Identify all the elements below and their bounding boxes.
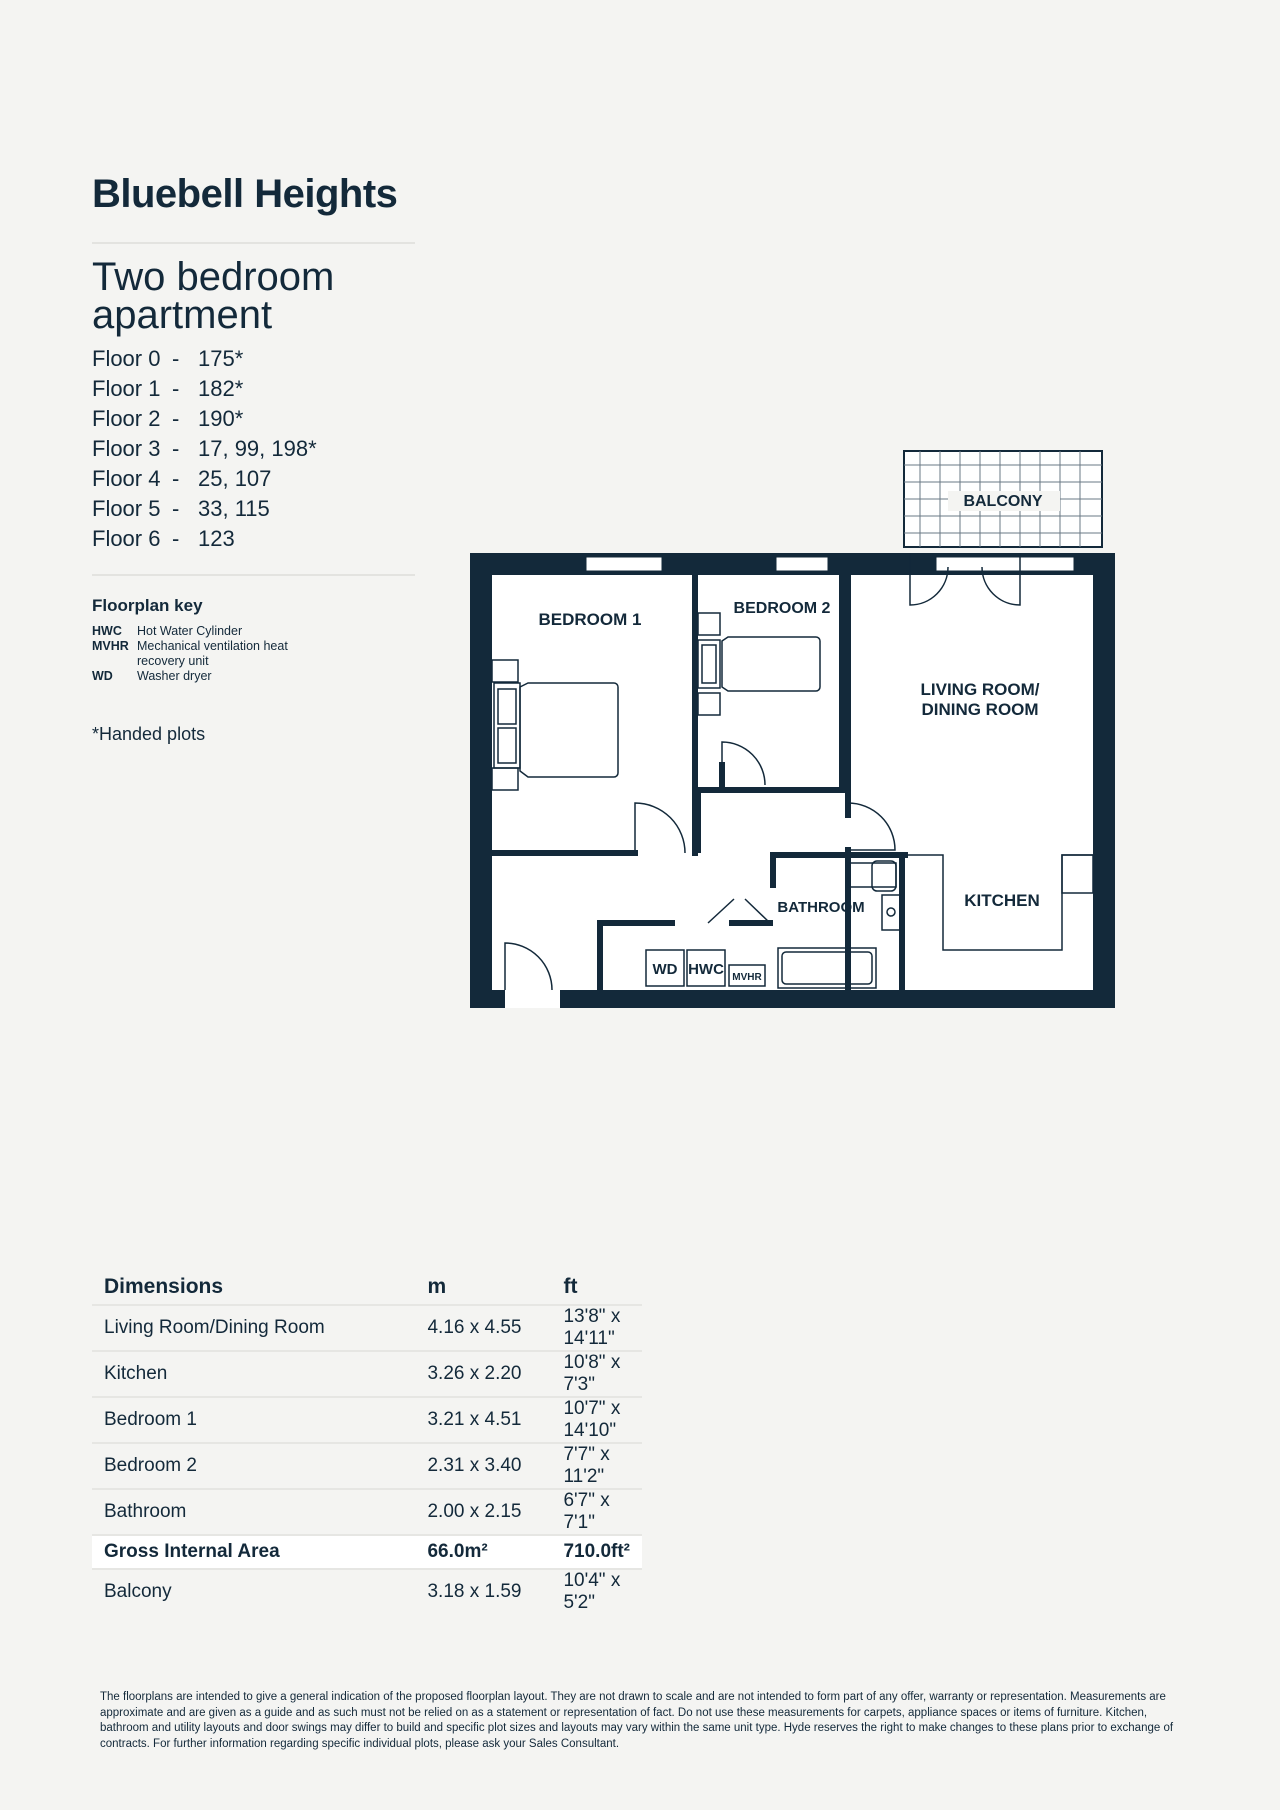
divider xyxy=(92,574,415,576)
room-metres: 2.31 x 3.40 xyxy=(427,1455,522,1476)
room-feet: 10'7" x 14'10" xyxy=(563,1398,621,1441)
floor-row xyxy=(92,344,317,374)
floor-plots: 17, 99, 198* xyxy=(198,436,317,461)
room-name: Bathroom xyxy=(104,1501,187,1522)
room-metres: 2.00 x 2.15 xyxy=(427,1501,522,1522)
key-abbr: WD xyxy=(92,669,113,683)
key-item xyxy=(92,639,297,669)
balcony xyxy=(904,451,1102,547)
floor-row xyxy=(92,524,317,554)
floor-separator: - xyxy=(172,466,180,491)
floor-label: Floor 5 xyxy=(92,496,161,521)
key-abbr: HWC xyxy=(92,624,122,638)
mvhr-label: MVHR xyxy=(732,972,762,983)
table-row xyxy=(92,1443,642,1489)
floor-plots: 190* xyxy=(198,406,244,431)
floor-plots: 123 xyxy=(198,526,235,551)
room-name: Balcony xyxy=(104,1581,172,1602)
floor-plots: 33, 115 xyxy=(198,496,270,521)
room-name: Bedroom 2 xyxy=(104,1455,197,1476)
balcony-label: BALCONY xyxy=(963,493,1043,510)
key-item xyxy=(92,669,297,684)
gia-label: Gross Internal Area xyxy=(92,1535,415,1569)
bedroom-2-label: BEDROOM 2 xyxy=(733,600,831,617)
room-metres: 3.21 x 4.51 xyxy=(427,1409,522,1430)
divider xyxy=(92,242,415,244)
floor-separator: - xyxy=(172,496,180,521)
room-feet: 10'8" x 7'3" xyxy=(563,1352,621,1395)
key-desc: Mechanical ventilation heat recovery unit xyxy=(137,639,288,668)
floorplan-key xyxy=(92,624,297,684)
kitchen-label: KITCHEN xyxy=(964,891,1040,910)
handed-plots-note: *Handed plots xyxy=(92,724,206,744)
room-feet: 13'8" x 14'11" xyxy=(563,1306,621,1349)
key-item xyxy=(92,624,297,639)
floor-label: Floor 1 xyxy=(92,376,161,401)
room-feet: 6'7" x 7'1" xyxy=(563,1490,610,1533)
bathroom-label: BATHROOM xyxy=(777,899,865,916)
floor-plots: 175* xyxy=(198,346,244,371)
table-row xyxy=(92,1489,642,1535)
hwc-label: HWC xyxy=(688,961,724,978)
wd-label: WD xyxy=(652,961,678,978)
room-name: Living Room/Dining Room xyxy=(104,1317,325,1338)
floor-label: Floor 4 xyxy=(92,466,161,491)
floor-label: Floor 6 xyxy=(92,526,161,551)
key-desc: Hot Water Cylinder xyxy=(137,624,243,638)
room-metres: 3.18 x 1.59 xyxy=(427,1581,522,1602)
floor-separator: - xyxy=(172,526,180,551)
table-header-row xyxy=(92,1270,642,1305)
floor-row xyxy=(92,434,317,464)
living-room-label: LIVING ROOM/ xyxy=(920,680,1040,699)
floor-row xyxy=(92,464,317,494)
floor-row xyxy=(92,374,317,404)
column-header-metres: m xyxy=(427,1275,447,1298)
floor-label: Floor 3 xyxy=(92,436,161,461)
room-metres: 3.26 x 2.20 xyxy=(427,1363,522,1384)
floor-separator: - xyxy=(172,406,180,431)
gia-metres: 66.0m² xyxy=(415,1535,551,1569)
table-row xyxy=(92,1397,642,1443)
dimensions-table xyxy=(92,1270,642,1614)
key-abbr: MVHR xyxy=(92,639,129,653)
gross-internal-area-row xyxy=(92,1535,642,1569)
room-name: Kitchen xyxy=(104,1363,168,1384)
room-name: Bedroom 1 xyxy=(104,1409,197,1430)
floorplan-key-title: Floorplan key xyxy=(92,596,203,615)
development-title: Bluebell Heights xyxy=(92,172,398,216)
gia-feet: 710.0ft² xyxy=(551,1535,642,1569)
room-feet: 7'7" x 11'2" xyxy=(563,1444,610,1487)
key-desc: Washer dryer xyxy=(137,669,212,683)
bedroom-1-label: BEDROOM 1 xyxy=(538,610,642,629)
floor-plots: 182* xyxy=(198,376,244,401)
floor-plot-list xyxy=(92,344,317,554)
dining-room-label: DINING ROOM xyxy=(921,700,1039,719)
floorplan xyxy=(470,445,1130,1015)
floor-plots: 25, 107 xyxy=(198,466,272,491)
floor-label: Floor 2 xyxy=(92,406,161,431)
balcony-row xyxy=(92,1569,642,1614)
disclaimer-text: The floorplans are intended to give a general indication of the proposed floorplan layout. They are not drawn to scale and are not intended to form part of any offer, warranty or representation. Measurements are approximate and are given as a guide and as such must not be relied on as a statement or representation of fact. Do not use these measurements for carpets, appliance spaces or items of furniture. Kitchen, bathroom and utility layouts and door swings may differ to build and specific plot sizes and layouts may vary within the same unit type. Hyde reserves the right to make changes to these plans prior to exchange of contracts. For further information regarding specific individual plots, please ask your Sales Consultant. xyxy=(100,1691,1174,1750)
apartment-type: Two bedroom apartment xyxy=(92,255,335,337)
table-row xyxy=(92,1351,642,1397)
column-header-feet: ft xyxy=(563,1275,578,1298)
room-metres: 4.16 x 4.55 xyxy=(427,1317,522,1338)
floor-label: Floor 0 xyxy=(92,346,161,371)
table-row xyxy=(92,1305,642,1351)
column-header-room: Dimensions xyxy=(104,1275,224,1298)
floor-separator: - xyxy=(172,376,180,401)
floor-separator: - xyxy=(172,436,180,461)
floor-separator: - xyxy=(172,346,180,371)
floor-row xyxy=(92,494,317,524)
entrance-opening xyxy=(505,990,560,1008)
floor-row xyxy=(92,404,317,434)
room-feet: 10'4" x 5'2" xyxy=(563,1570,621,1613)
